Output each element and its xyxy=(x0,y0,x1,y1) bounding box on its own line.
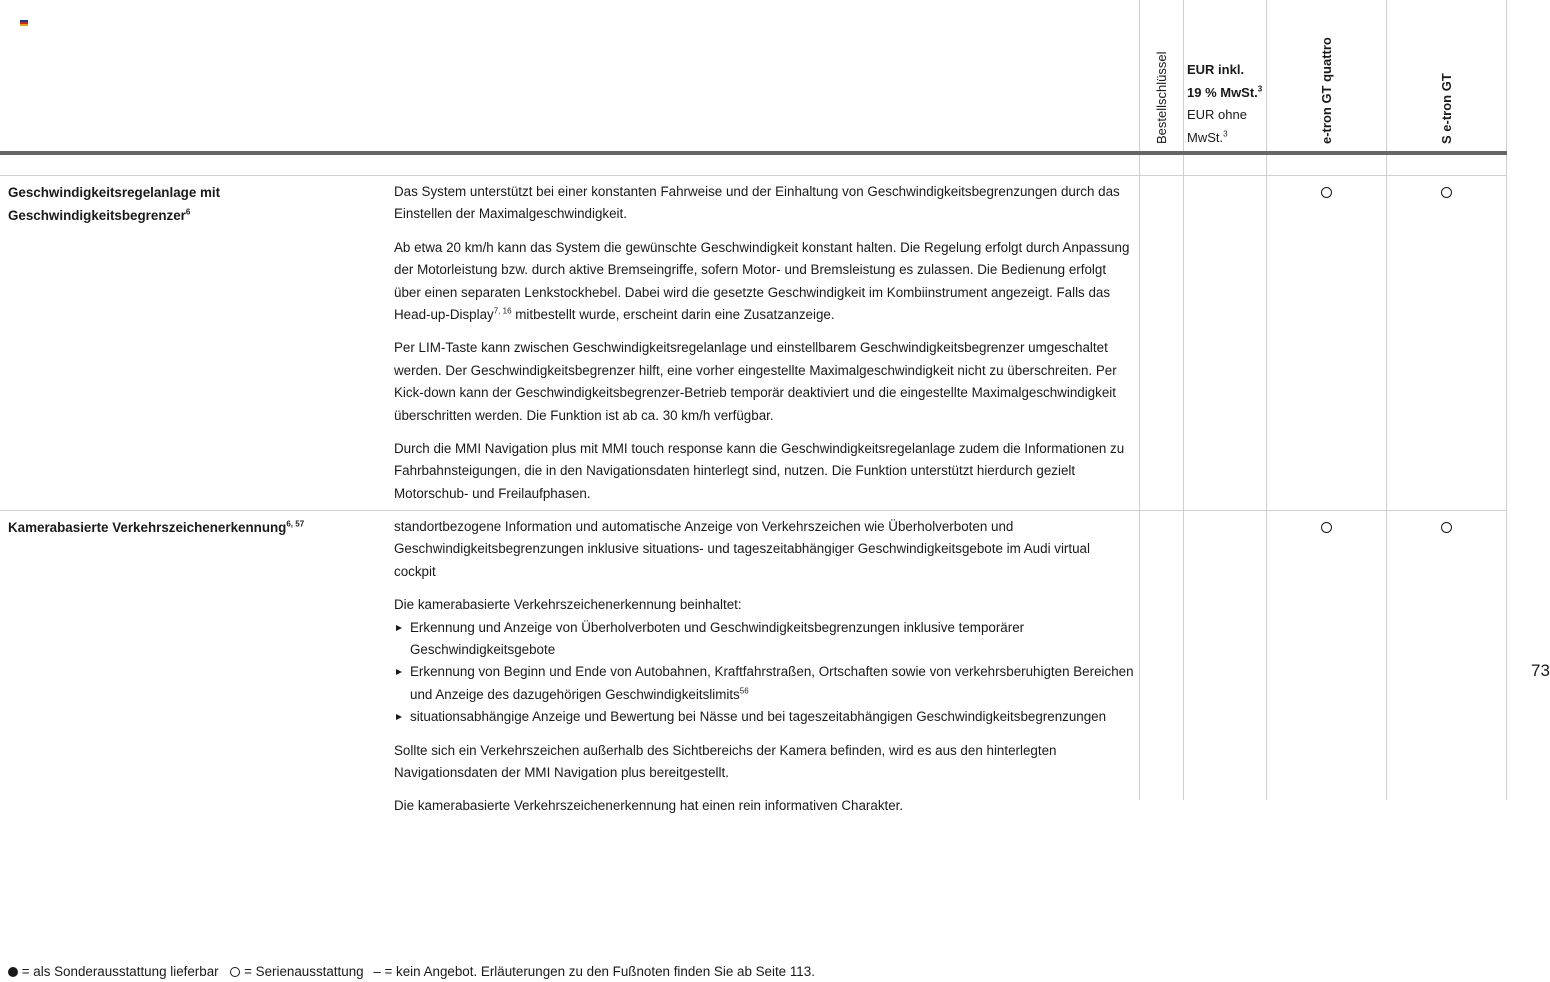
flag-icon xyxy=(20,20,28,26)
paragraph: Das System unterstützt bei einer konstanten Fahrweise und der Einhaltung von Geschwindigkeitsbegrenzungen durch das Einstellen der Maximalgeschwindigkeit. xyxy=(394,184,1120,222)
standard-equipment-icon xyxy=(1321,522,1332,533)
column-divider xyxy=(1139,0,1140,800)
empty-circle-icon xyxy=(230,967,240,977)
legend-optional: = als Sonderausstattung lieferbar xyxy=(21,964,219,979)
standard-equipment-icon xyxy=(1321,187,1332,198)
standard-equipment-icon xyxy=(1441,522,1452,533)
standard-equipment-icon xyxy=(1441,187,1452,198)
legend xyxy=(8,964,815,979)
header-price: EUR inkl. 19 % MwSt.$^3$ EUR ohne MwSt.$^3$ xyxy=(1187,62,1263,145)
row-description-speed-control xyxy=(394,181,1134,516)
paragraph: Ab etwa 20 km/h kann das System die gewünschte Geschwindigkeit konstant halten. Die Regelung erfolgt durch Anpassung der Motorleistung bzw. durch aktive Bremseingriffe, sofern Motor- und Bremsleistung es zulassen. Die Bedienung erfolgt über einen separaten Lenkstockhebel. Dabei wird die gesetzte Geschwindigkeit im Kombiinstrument angezeigt. Falls das Head-up-Display$^{7, 16}$ mitbestellt wurde, erscheint darin eine Zusatzanzeige. xyxy=(394,239,1130,323)
row-title-speed-control: Geschwindigkeitsregelanlage mit Geschwindigkeitsbegrenzer$^6$ xyxy=(8,185,221,223)
list-item: Erkennung von Beginn und Ende von Autobahnen, Kraftfahrstraßen, Ortschaften sowie von verkehrsberuhigten Bereichen und Anzeige des dazugehörigen Geschwindigkeitslimits$^{56}$ xyxy=(394,661,1134,706)
column-divider xyxy=(1506,0,1507,800)
paragraph: Die kamerabasierte Verkehrszeichenerkennung beinhaltet: xyxy=(394,597,742,613)
row-divider xyxy=(0,175,1507,176)
paragraph: Durch die MMI Navigation plus mit MMI touch response kann die Geschwindigkeitsregelanlage zudem die Informationen zu Fahrbahnsteigungen, die in den Navigationsdaten hinterlegt sind, nutzen. Die Funktion unterstützt hierdurch gezielt Motorschub- und Freilaufphasen. xyxy=(394,441,1125,501)
column-divider xyxy=(1386,0,1387,800)
paragraph: Per LIM-Taste kann zwischen Geschwindigkeitsregelanlage und einstellbarem Geschwindigkeitsbegrenzer umgeschaltet werden. Der Geschwindigkeitsbegrenzer hilft, eine vorher eingestellte Maximalgeschwindigkeit nicht zu überschreiten. Per Kick-down kann der Geschwindigkeitsbegrenzer-Betrieb temporär deaktiviert und die eingestellte Maximalgeschwindigkeit überschritten werden. Die Funktion ist ab ca. 30 km/h verfügbar. xyxy=(394,340,1117,423)
filled-circle-icon xyxy=(8,967,18,977)
list-item: Erkennung und Anzeige von Überholverboten und Geschwindigkeitsbegrenzungen inklusive temporärer Geschwindigkeitsgebote xyxy=(394,617,1134,662)
header-rule xyxy=(0,151,1507,155)
legend-standard: = Serienausstattung xyxy=(244,964,364,979)
paragraph: Sollte sich ein Verkehrszeichen außerhalb des Sichtbereichs der Kamera befinden, wird es aus den hinterlegten Navigationsdaten der MMI Navigation plus bereitgestellt. xyxy=(394,742,1057,781)
paragraph: Die kamerabasierte Verkehrszeichenerkennung hat einen rein informativen Charakter. xyxy=(394,798,904,814)
legend-none: – = kein Angebot. Erläuterungen zu den Fußnoten finden Sie ab Seite 113. xyxy=(373,964,815,979)
page-number: 73 xyxy=(1531,661,1550,680)
column-divider xyxy=(1183,0,1184,800)
row-description-traffic-sign-recognition xyxy=(394,516,1134,829)
bullet-list xyxy=(394,617,1134,729)
paragraph: standortbezogene Information und automatische Anzeige von Verkehrszeichen wie Überholverboten und Geschwindigkeitsbegrenzungen inklusive situations- und tageszeitabhängiger Geschwindigkeitsgebote im Audi virtual cockpit xyxy=(394,519,1090,579)
row-title-traffic-sign-recognition: Kamerabasierte Verkehrszeichenerkennung$^{6, 57}$ xyxy=(8,519,305,535)
list-item: situationsabhängige Anzeige und Bewertung bei Nässe und bei tageszeitabhängigen Geschwindigkeitsbegrenzungen xyxy=(394,706,1134,728)
